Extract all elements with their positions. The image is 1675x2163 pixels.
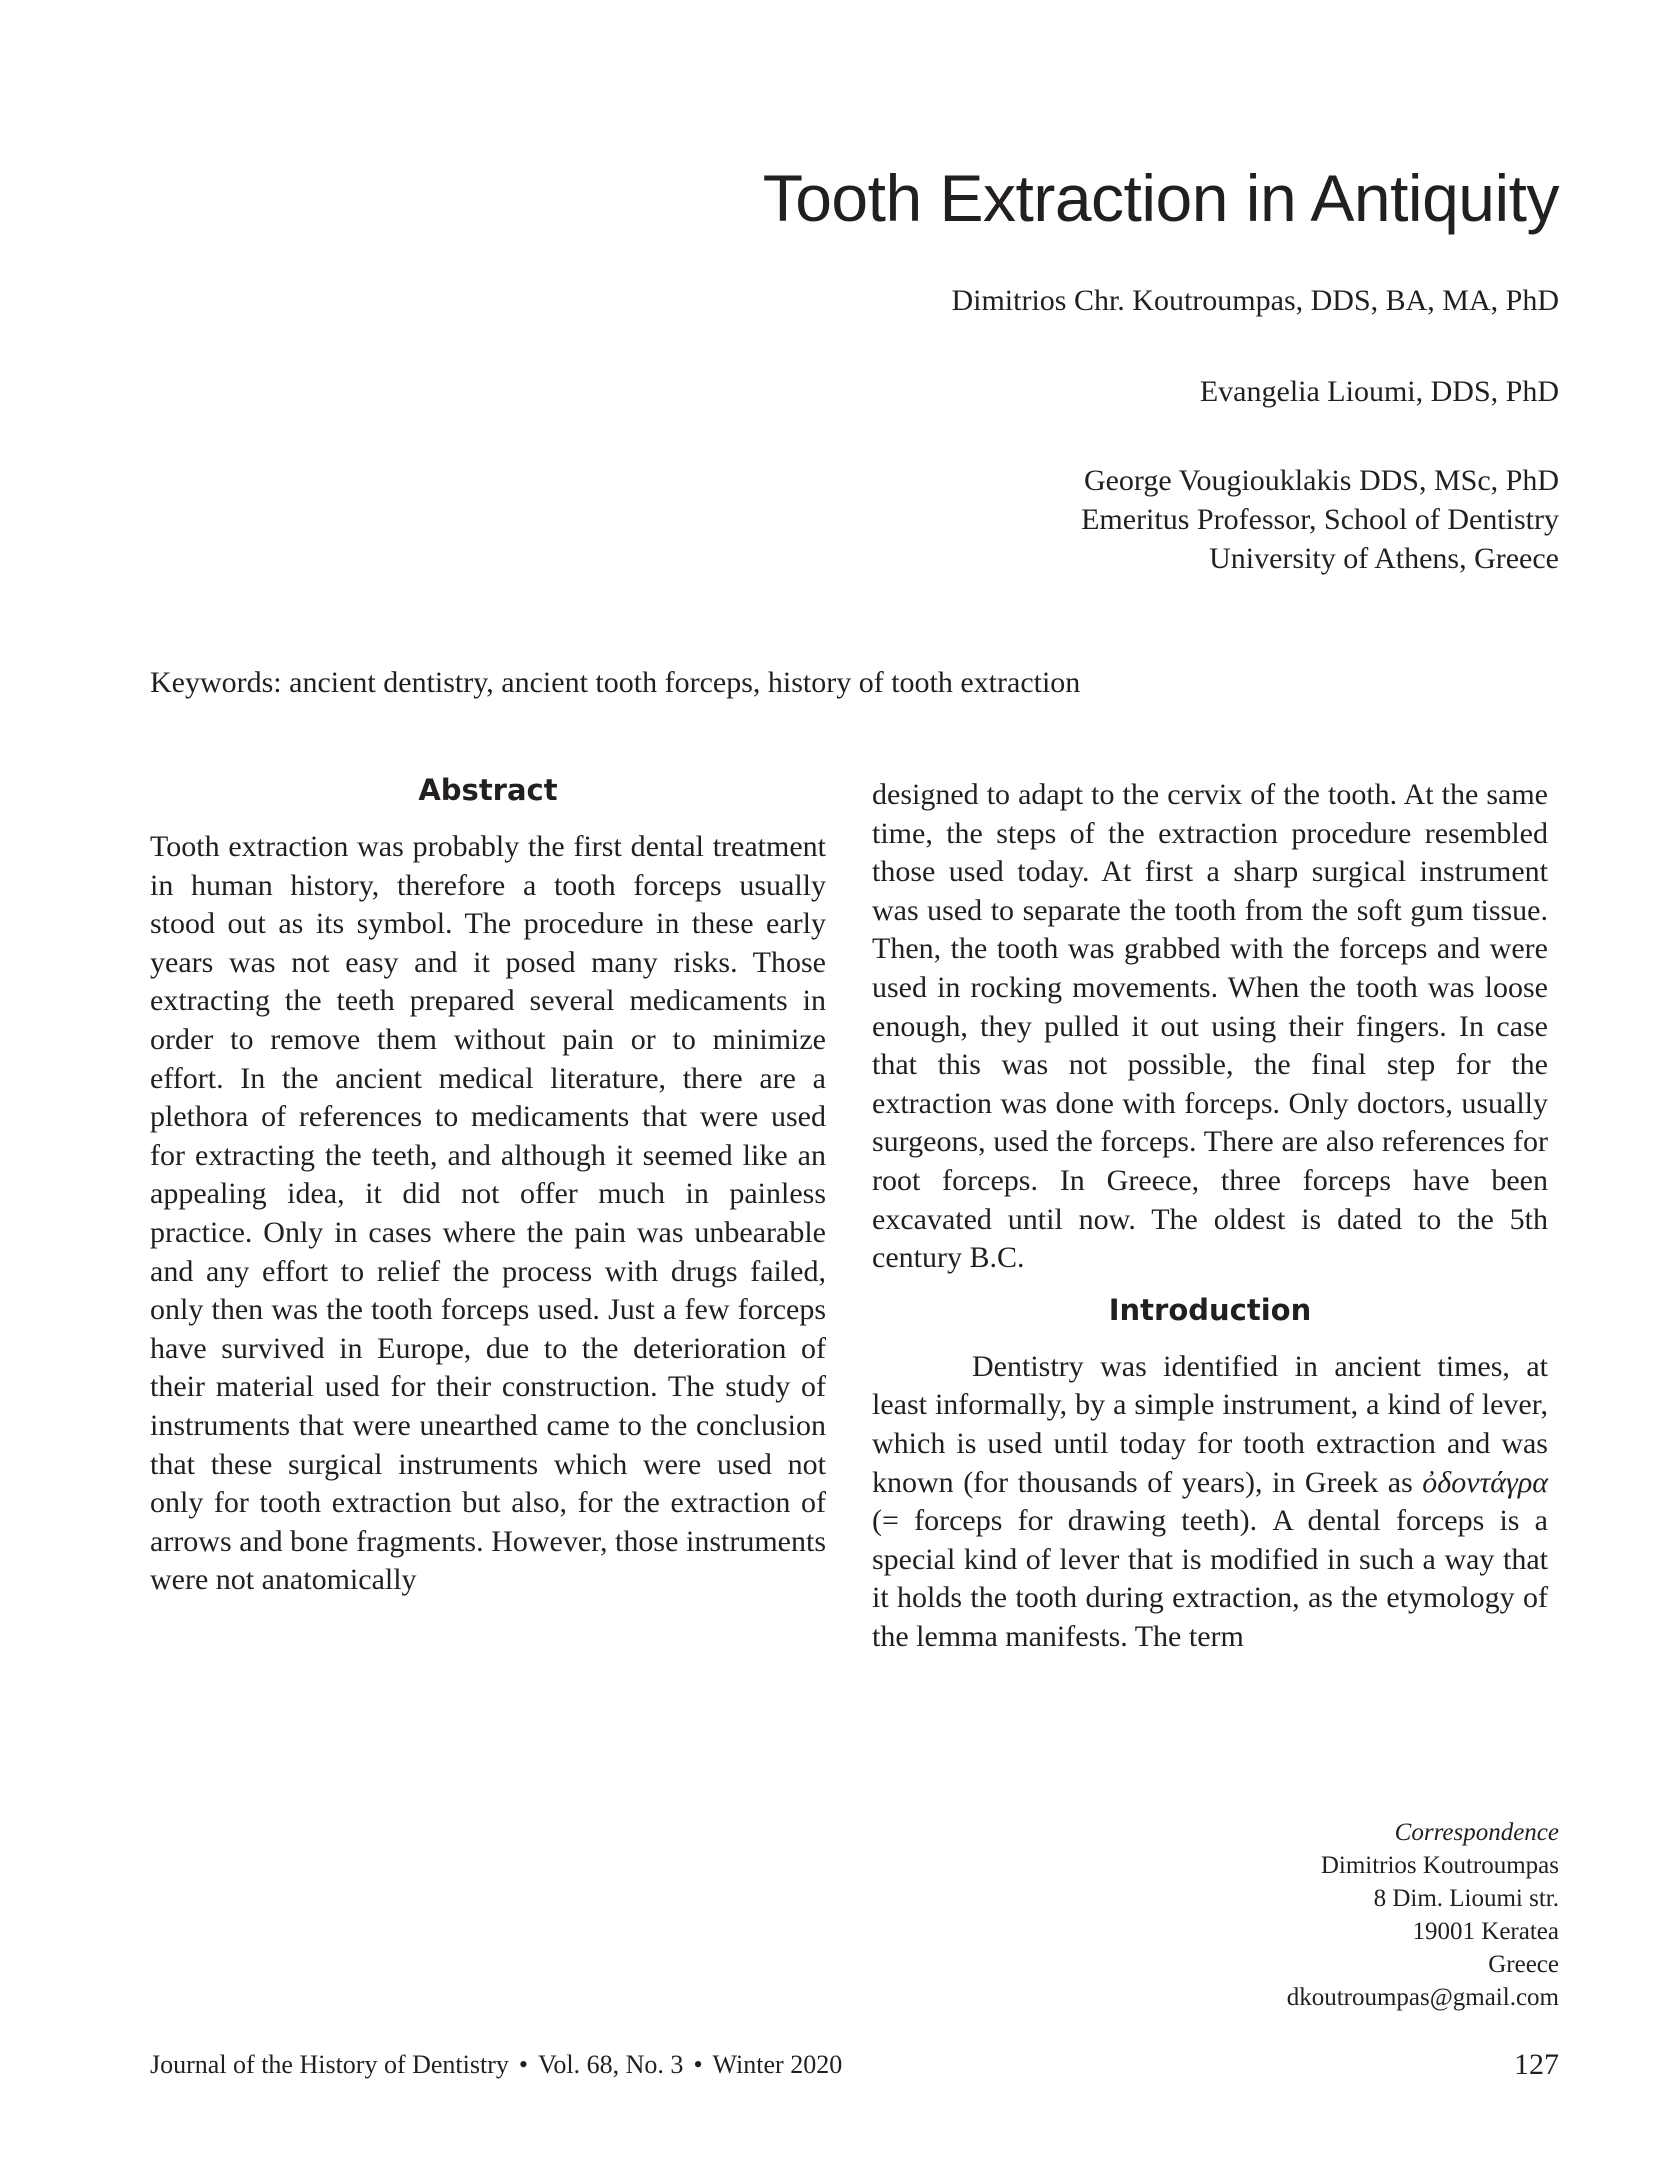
author-2 bbox=[1200, 372, 1559, 411]
author-name: George Vougiouklakis DDS, MSc, PhD bbox=[1083, 464, 1559, 497]
author-name: Dimitrios Chr. Koutroumpas, DDS, BA, MA, PhD bbox=[951, 284, 1559, 317]
correspondence-line: 8 Dim. Lioumi str. bbox=[1373, 1885, 1559, 1912]
author-3 bbox=[1081, 461, 1559, 578]
separator-dot: • bbox=[693, 2050, 703, 2079]
correspondence-line: Greece bbox=[1488, 1951, 1559, 1978]
article-title: Tooth Extraction in Antiquity bbox=[762, 161, 1559, 235]
correspondence-line: 19001 Keratea bbox=[1412, 1918, 1559, 1945]
keywords: Keywords: ancient dentistry, ancient tooth forceps, history of tooth extraction bbox=[150, 666, 1081, 699]
greek-term: ὀδοντάγρα bbox=[1422, 1465, 1548, 1499]
affiliation-line: University of Athens, Greece bbox=[1209, 542, 1559, 575]
abstract-text: Tooth extraction was probably the first dental treatment in human history, therefore a tooth forceps usually stood out as its symbol. The procedure in these early years was not easy and it posed many risks. Those extracting the teeth prepared several medicaments in order to remove them without pain or to minimize effort. In the ancient medical literature, there are a plethora of references to medicaments that were used for extracting the teeth, and although it seemed like an appealing idea, it did not offer much in painless practice. Only in cases where the pain was unbearable and any effort to relief the process with drugs failed, only then was the tooth forceps used. Just a few forceps have survived in Europe, due to the deterioration of their material used for their construction. The study of instruments that were unearthed came to the conclusion that these surgical instruments which were used not only for tooth extraction but also, for the extraction of arrows and bone fragments. However, those instruments were not anatomically bbox=[150, 830, 826, 1597]
journal-volume: Vol. 68, No. 3 bbox=[538, 2050, 684, 2079]
correspondence-block bbox=[1287, 1816, 1559, 2014]
correspondence-email: dkoutroumpas@gmail.com bbox=[1286, 1984, 1559, 2011]
introduction-heading: Introduction bbox=[1108, 1292, 1312, 1327]
author-name: Evangelia Lioumi, DDS, PhD bbox=[1199, 375, 1559, 408]
right-column bbox=[872, 776, 1548, 1656]
intro-text-after: (= forceps for drawing teeth). A dental forceps is a special kind of lever that is modified in such a way that it holds the tooth during extraction, as the etymology of the lemma manifests. The term bbox=[872, 1504, 1548, 1653]
introduction-text bbox=[872, 1348, 1548, 1657]
correspondence-label: Correspondence bbox=[1394, 1819, 1559, 1846]
journal-name: Journal of the History of Dentistry bbox=[150, 2050, 509, 2079]
separator-dot: • bbox=[518, 2050, 528, 2079]
page-footer bbox=[150, 2050, 842, 2080]
author-1 bbox=[951, 281, 1559, 320]
abstract-text-continued: designed to adapt to the cervix of the tooth. At the same time, the steps of the extraction procedure resembled those used today. At first a sharp surgical instrument was used to separate the tooth from the soft gum tissue. Then, the tooth was grabbed with the forceps and were used in rocking movements. When the tooth was loose enough, they pulled it out using their fingers. In case that this was not possible, the final step for the extraction was done with forceps. Only doctors, usually surgeons, used the forceps. There are also references for root forceps. In Greece, three forceps have been excavated until now. The oldest is dated to the 5th century B.C. bbox=[872, 778, 1548, 1275]
abstract-heading: Abstract bbox=[418, 773, 558, 807]
intro-text-before: Dentistry was identified in ancient times, at least informally, by a simple instrument, a kind of lever, which is used until today for tooth extraction and was known (for thousands of years), in Greek as bbox=[872, 1349, 1548, 1499]
journal-season: Winter 2020 bbox=[712, 2050, 843, 2079]
left-column bbox=[150, 770, 826, 1600]
page-number: 127 bbox=[1514, 2048, 1559, 2081]
correspondence-line: Dimitrios Koutroumpas bbox=[1320, 1852, 1559, 1879]
affiliation-line: Emeritus Professor, School of Dentistry bbox=[1081, 503, 1559, 536]
